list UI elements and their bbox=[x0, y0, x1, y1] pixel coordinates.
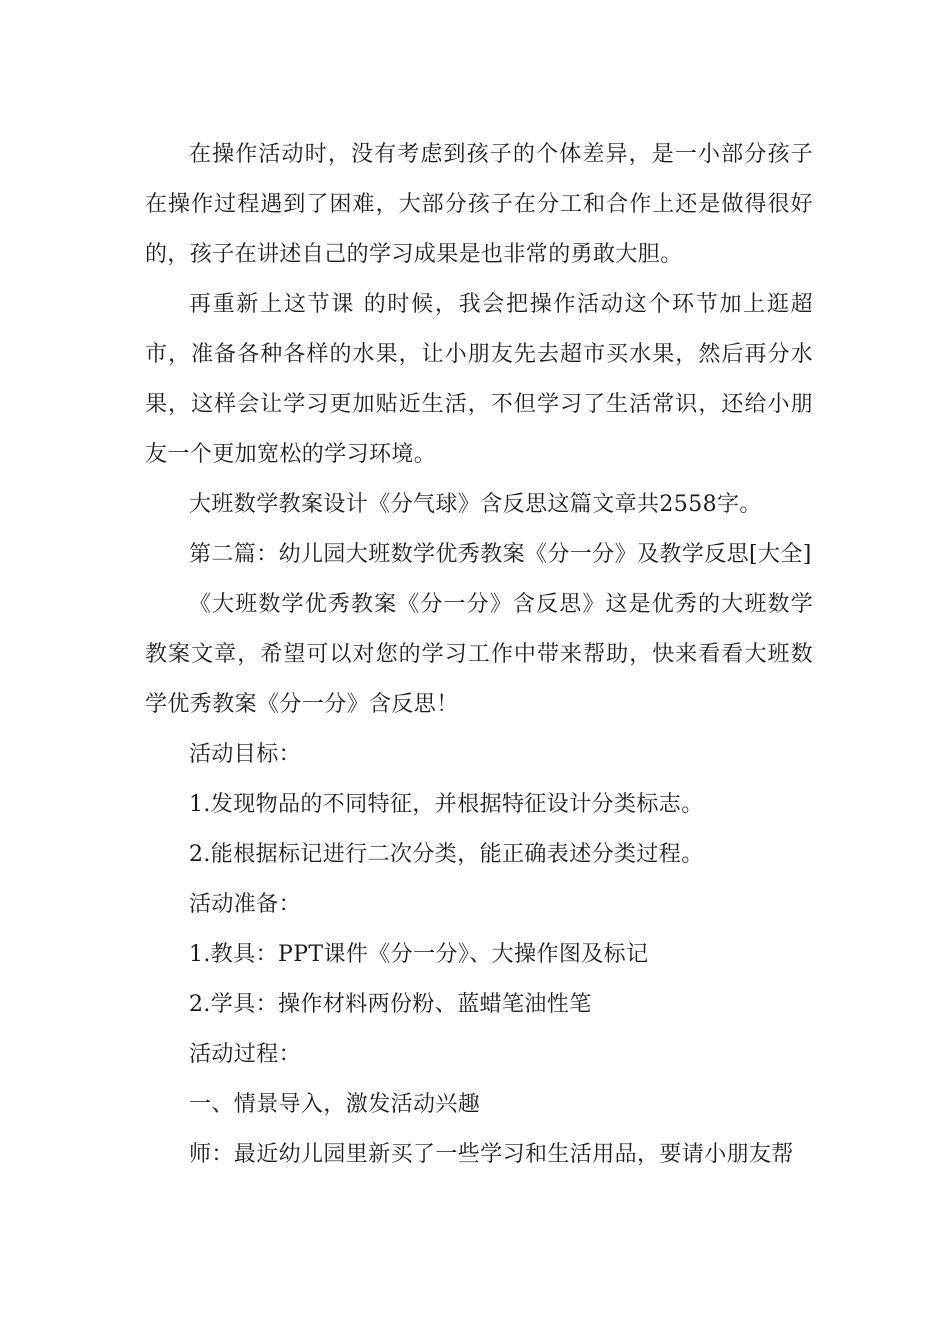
process-step-1-heading: 一、情景导入，激发活动兴趣 bbox=[189, 1092, 481, 1117]
paragraph-reflection-improvement: 再重新上这节课 的时候，我会把操作活动这个环节加上逛超市，准备各种各样的水果，让小朋友先去超市买水果，然后再分水果，这样会让学习更加贴近生活，不但学习了生活常识，还给小朋友一个更加宽松的学习环境。 bbox=[145, 292, 813, 467]
heading-activity-goals: 活动目标： bbox=[189, 742, 302, 767]
goal-item-2: 2.能根据标记进行二次分类，能正确表述分类过程。 bbox=[189, 842, 704, 867]
heading-activity-preparation: 活动准备： bbox=[189, 892, 302, 917]
paragraph-second-article-intro: 《大班数学优秀教案《分一分》含反思》这是优秀的大班数学教案文章，希望可以对您的学习工作中带来帮助，快来看看大班数学优秀教案《分一分》含反思！ bbox=[145, 592, 813, 717]
preparation-item-1: 1.教具：PPT课件《分一分》、大操作图及标记 bbox=[189, 942, 649, 967]
document-body bbox=[145, 130, 813, 1180]
preparation-item-2: 2.学具：操作材料两份粉、蓝蜡笔油性笔 bbox=[189, 992, 592, 1017]
process-step-1-text: 师：最近幼儿园里新买了一些学习和生活用品，要请小朋友帮 bbox=[189, 1142, 794, 1167]
heading-activity-process: 活动过程： bbox=[189, 1042, 302, 1067]
paragraph-reflection-difference: 在操作活动时，没有考虑到孩子的个体差异，是一小部分孩子在操作过程遇到了困难，大部分孩子在分工和合作上还是做得很好的，孩子在讲述自己的学习成果是也非常的勇敢大胆。 bbox=[145, 142, 813, 267]
paragraph-article-wordcount: 大班数学教案设计《分气球》含反思这篇文章共2558字。 bbox=[189, 492, 762, 517]
goal-item-1: 1.发现物品的不同特征，并根据特征设计分类标志。 bbox=[189, 792, 704, 817]
paragraph-second-article-title: 第二篇：幼儿园大班数学优秀教案《分一分》及教学反思[大全] bbox=[189, 542, 812, 567]
